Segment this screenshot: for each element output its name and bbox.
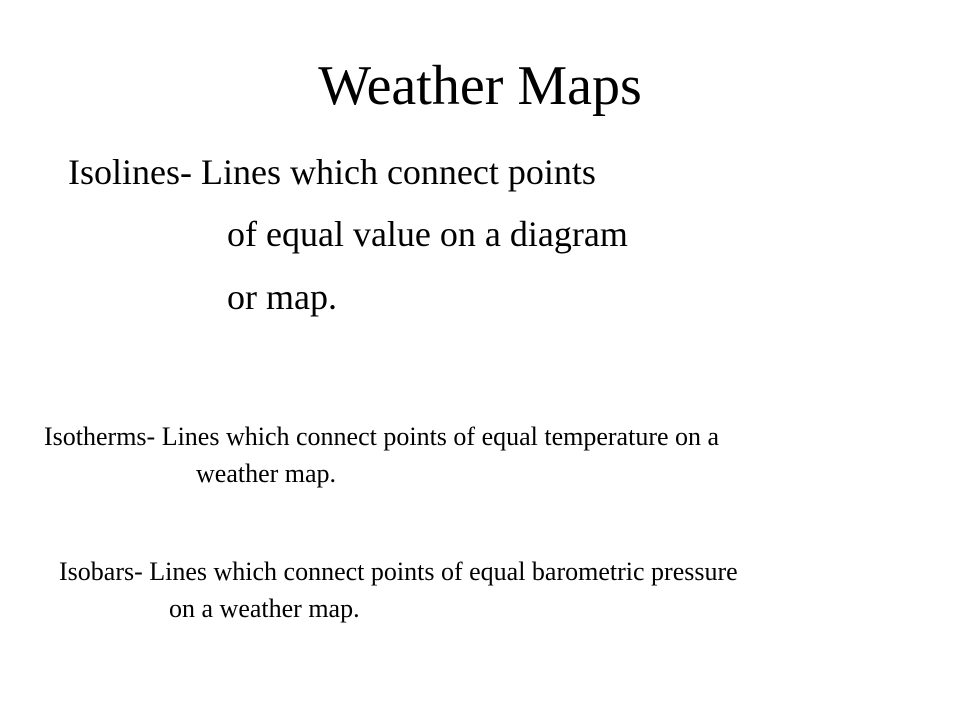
isolines-line-1: Isolines- Lines which connect points [68, 152, 596, 192]
isobars-line-1: Isobars- Lines which connect points of equal barometric pressure [59, 557, 738, 586]
slide-title: Weather Maps [318, 55, 642, 117]
isolines-line-2: of equal value on a diagram [227, 214, 628, 254]
isotherms-line-2: weather map. [196, 459, 337, 488]
isobars-line-2: on a weather map. [169, 594, 360, 623]
isolines-line-3: or map. [227, 277, 337, 317]
isotherms-line-1: Isotherms- Lines which connect points of equal temperature on a [44, 422, 720, 451]
